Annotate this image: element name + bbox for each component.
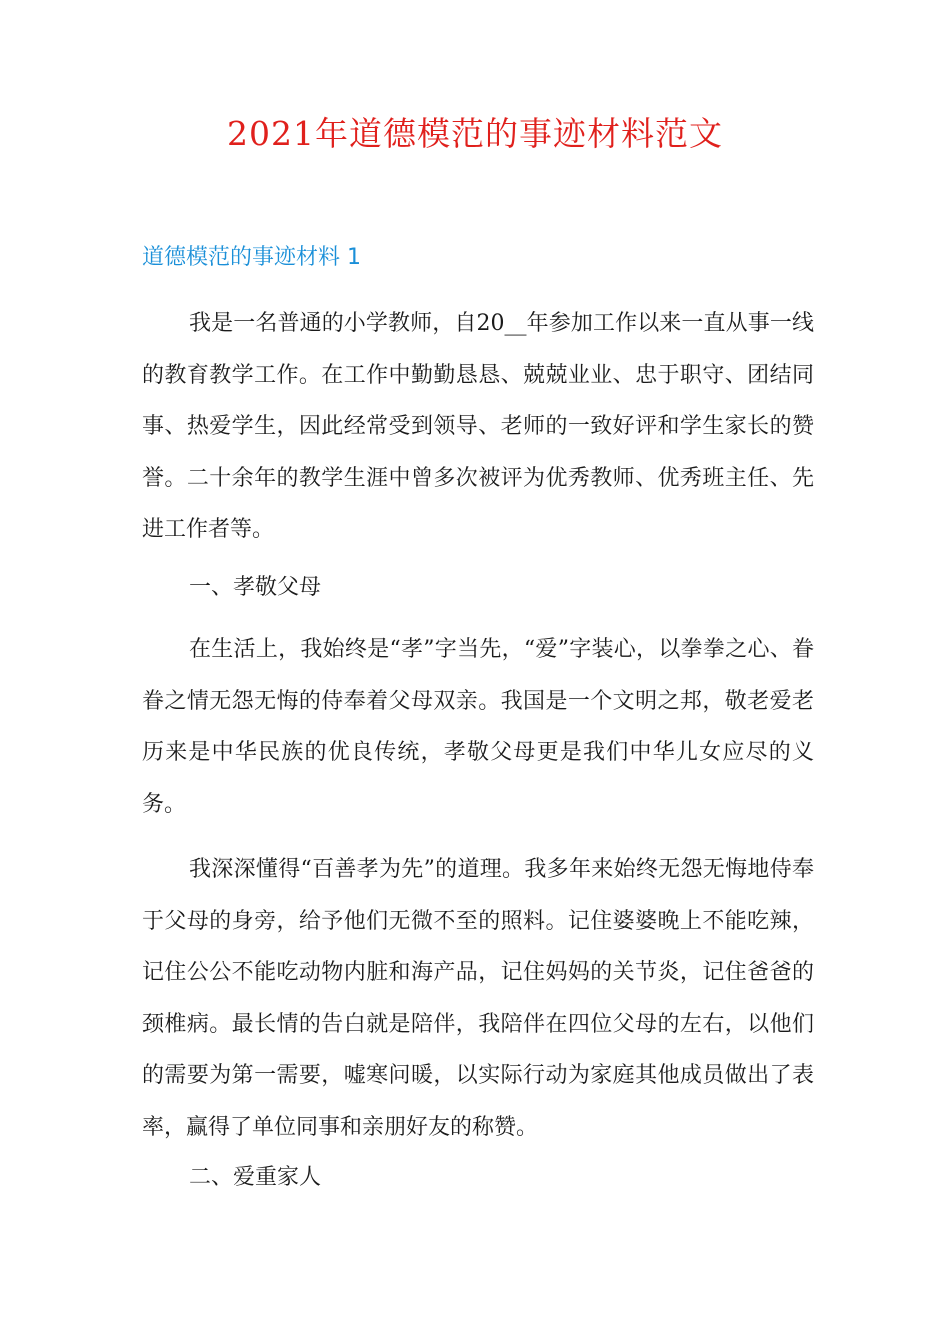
subheading-family: 二、爱重家人 bbox=[189, 1165, 322, 1190]
paragraph-filial-piety: 在生活上，我始终是“孝”字当先，“爱”字装心，以拳拳之心、眷眷之情无怨无悔的侍奉着父母双亲。我国是一个文明之邦，敬老爱老历来是中华民族的优良传统，孝敬父母更是我们中华儿女应尽的义务。 bbox=[142, 637, 814, 817]
subheading-filial-piety: 一、孝敬父母 bbox=[189, 575, 322, 600]
paragraph-caring-parents: 我深深懂得“百善孝为先”的道理。我多年来始终无怨无悔地侍奉于父母的身旁，给予他们无微不至的照料。记住婆婆晚上不能吃辣，记住公公不能吃动物内脏和海产品，记住妈妈的关节炎，记住爸爸的颈椎病。最长情的告白就是陪伴，我陪伴在四位父母的左右，以他们的需要为第一需要，嘘寒问暖，以实际行动为家庭其他成员做出了表率，赢得了单位同事和亲朋好友的称赞。 bbox=[142, 857, 814, 1140]
section-heading: 道德模范的事迹材料 1 bbox=[142, 245, 361, 270]
paragraph-intro: 我是一名普通的小学教师，自20__年参加工作以来一直从事一线的教育教学工作。在工作中勤勤恳恳、兢兢业业、忠于职守、团结同事、热爱学生，因此经常受到领导、老师的一致好评和学生家长的赞誉。二十余年的教学生涯中曾多次被评为优秀教师、优秀班主任、先进工作者等。 bbox=[142, 311, 814, 542]
document-title: 2021年道德模范的事迹材料范文 bbox=[227, 114, 723, 153]
